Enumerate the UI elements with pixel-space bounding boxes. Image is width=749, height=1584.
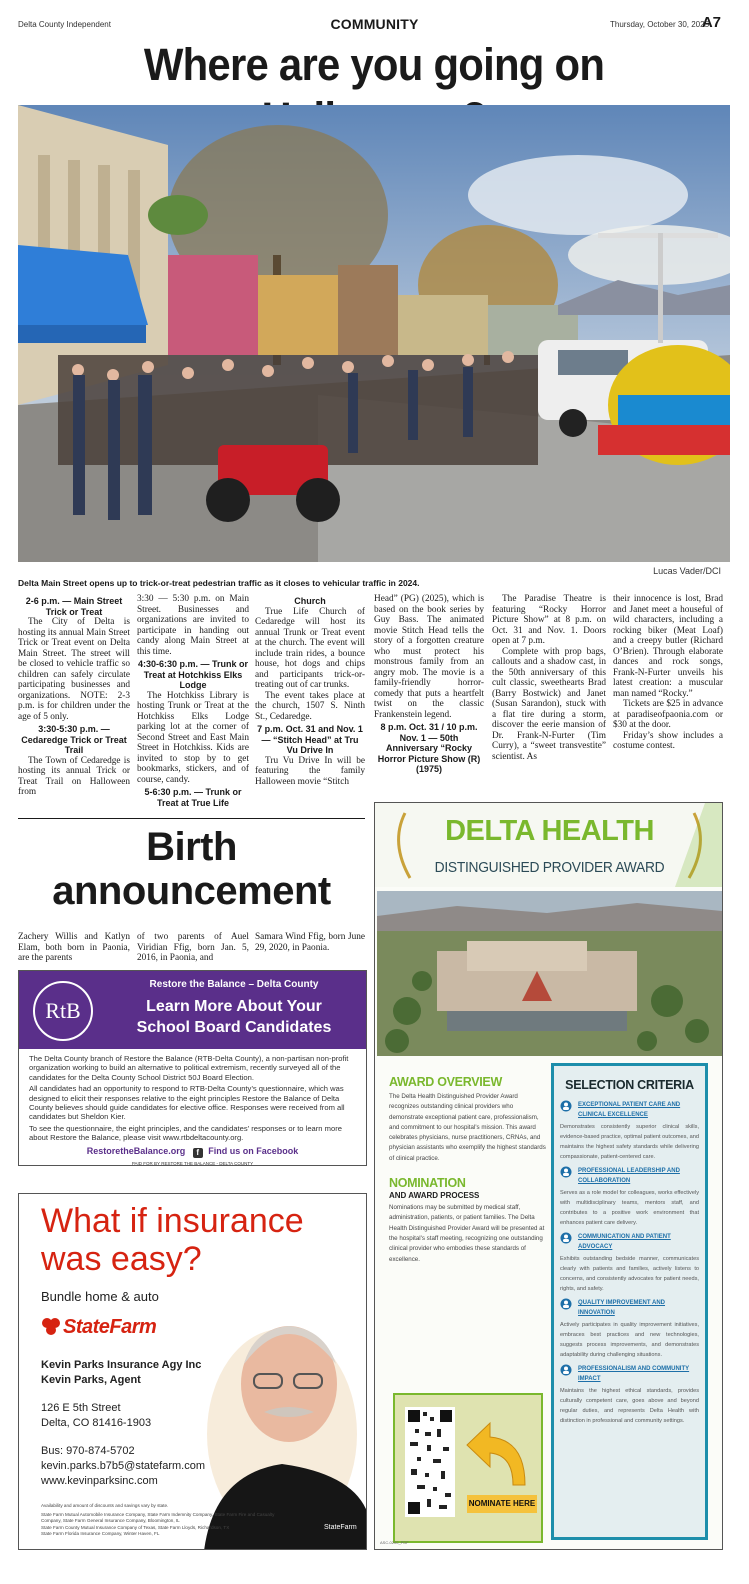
article-column-5	[492, 594, 606, 762]
article-paragraph: True Life Church of Cedaredge will host its annual Trunk or Treat event at the church. The event will include train rides, a bounce house, hot dogs and chips and participants trick-or-treating out of car trunks.	[255, 606, 365, 690]
article-paragraph: The Paradise Theatre is featuring “Rocky Horror Picture Show” at 8 p.m. on Oct. 31 and Nov. 1. Doors open at 7 p.m.	[492, 594, 606, 646]
section-name: COMMUNITY	[330, 16, 419, 32]
criteria-item	[560, 1232, 699, 1294]
rtb-facebook-link[interactable]: Find us on Facebook	[208, 1145, 299, 1156]
birth-column-2: of two parents of Auel Viridian Ffig, born Jan. 5, 2016, in Paonia, and	[137, 932, 249, 963]
event-subhead: 2-6 p.m. — Main Street Trick or Treat	[25, 596, 123, 617]
criteria-item	[560, 1100, 699, 1162]
hospital-aerial-photo	[377, 891, 722, 1056]
criteria-description: Demonstrates consistently superior clinical skills, evidence-based practice, optimal patient outcomes, and maintains the highest safety standards while delivering compassionate, patient-centered care.	[560, 1124, 699, 1160]
state-farm-ad	[18, 1193, 367, 1550]
criteria-description: Exhibits outstanding bedside manner, communicates clearly with patients and families, actively listens to concerns, and consistently advocates for patient needs, rights, and safety.	[560, 1256, 699, 1292]
ad-code: ASC-0200_PDF	[380, 1540, 409, 1545]
agency-name: Kevin Parks Insurance Agy Inc	[41, 1359, 202, 1371]
rtb-kicker: Restore the Balance – Delta County	[149, 979, 319, 990]
rtb-headline-line2: School Board Candidates	[136, 1019, 332, 1036]
statefarm-headline	[41, 1202, 361, 1278]
article-column-2	[137, 594, 249, 808]
statefarm-tagline: Bundle home & auto	[41, 1289, 159, 1304]
agency-block	[41, 1358, 201, 1388]
criteria-title: QUALITY IMPROVEMENT AND INNOVATION	[578, 1300, 666, 1316]
event-subhead: 8 p.m. Oct. 31 / 10 p.m. Nov. 1 — 50th Anniversary “Rocky Horror Picture Show (R) (1975)	[377, 722, 481, 774]
birth-column-3: Samara Wind Ffig, born June 29, 2020, in Paonia.	[255, 932, 365, 953]
event-subhead: 5-6:30 p.m. — Trunk or Treat at True Life	[144, 787, 242, 808]
article-paragraph: The City of Delta is hosting its annual Main Street Trick or Treat event on Delta Main Street. The street will be closed to vehicle traffic so children can safely circulate participating businesses and organizations. NOTE: 2-3 p.m. is for children under the age of 5 only.	[18, 617, 130, 722]
arrow-icon	[465, 1415, 535, 1490]
rtb-links	[19, 1146, 366, 1158]
photo-credit: Lucas Vader/DCI	[653, 566, 721, 576]
article-paragraph: Friday’s show includes a costume contest.	[613, 730, 723, 751]
fine-print-line: State Farm County Mutual Insurance Company of Texas, State Farm Lloyds, Richardson, TX	[41, 1524, 230, 1530]
dh-banner	[375, 803, 723, 887]
article-paragraph: Tru Vu Drive In will be featuring the family Halloween movie “Stitch	[255, 755, 365, 787]
criteria-title: PROFESSIONALISM AND COMMUNITY IMPACT	[578, 1366, 690, 1382]
event-subhead: 3:30-5:30 p.m. — Cedaredge Trick or Treat Trail	[21, 724, 127, 755]
main-street-photo	[18, 105, 730, 562]
newspaper-name: Delta County Independent	[18, 20, 111, 29]
statefarm-wordmark: StateFarm	[63, 1316, 157, 1338]
birth-column-1: Zachery Willis and Katlyn Elam, both born in Paonia, are the parents	[18, 932, 130, 963]
rtb-website-link[interactable]: RestoretheBalance.org	[86, 1145, 186, 1156]
article-paragraph: Tickets are $25 in advance at paradiseofpaonia.com or $30 at the door.	[613, 699, 723, 730]
rtb-paragraph: The Delta County branch of Restore the Balance (RTB-Delta County), a non-partisan non-profit organization working to build an alternative to political extremism, recently surveyed all of the candidates for the Delta County School District 50J Board Election.	[29, 1054, 349, 1082]
article-paragraph: Complete with prop bags, callouts and a shadow cast, in the 50th anniversary of this cult classic, sweethearts Brad (Barry Bostwick) and Janet (Susan Sarandon), stuck with a flat tire during a storm, discover the eerie mansion of Dr. Frank-N-Furter (Tim Curry), a “sweet transvestite” scientist. As	[492, 646, 606, 762]
article-column-4	[374, 594, 484, 775]
article-column-3	[255, 594, 365, 787]
rtb-headline	[109, 996, 359, 1038]
criteria-title: EXCEPTIONAL PATIENT CARE AND CLINICAL EXCELLENCE	[578, 1102, 681, 1118]
criteria-description: Serves as a role model for colleagues, works effectively with multidisciplinary teams, mentors staff, and contributes to a positive work environment that enhances patient care delivery.	[560, 1190, 699, 1226]
birth-title-line2: announcement	[52, 869, 331, 913]
criteria-item	[560, 1364, 699, 1426]
event-subhead: Church	[294, 596, 326, 606]
statefarm-fine-print	[41, 1503, 281, 1538]
agency-phone[interactable]: Bus: 970-874-5702	[41, 1445, 135, 1457]
birth-announcement-title	[18, 825, 365, 913]
criteria-title: PROFESSIONAL LEADERSHIP AND COLLABORATION	[578, 1168, 680, 1184]
agency-email[interactable]: kevin.parks.b7b5@statefarm.com	[41, 1460, 206, 1472]
statefarm-headline-line1: What if insurance	[41, 1202, 304, 1240]
agent-name: Kevin Parks, Agent	[41, 1374, 141, 1386]
street-scene-illustration	[18, 105, 730, 562]
article-column-6	[613, 594, 723, 752]
rtb-banner	[19, 971, 366, 1049]
headline: Where are you going on	[143, 39, 605, 90]
shirt-logo: StateFarm	[324, 1524, 357, 1531]
nomination-text: Nominations may be submitted by medical staff, administration, patients, or patient families. The Delta Health Distinguished Provider Award will be presented at the hospital's staff meeting, recognizing one outstanding clinical provider who embodies these standards of excellence.	[389, 1204, 545, 1263]
birth-title-line1: Birth	[146, 825, 237, 869]
award-overview-heading: AWARD OVERVIEW	[389, 1075, 502, 1089]
criteria-list	[560, 1100, 699, 1426]
article-paragraph: The Hotchkiss Library is hosting Trunk or Treat at the Hotchkiss Elks Lodge parking lot at the corner of Second Street and East Main Street in Hotchkiss. Kids are invited to stop by to get bookmarks, stickers, and of course, candy.	[137, 690, 249, 785]
photo-caption: Delta Main Street opens up to trick-or-treat pedestrian traffic as it closes to vehicular traffic in 2024.	[18, 578, 420, 588]
dh-title: DELTA HEALTH	[445, 815, 654, 847]
restore-the-balance-ad	[18, 970, 367, 1166]
criteria-title: COMMUNICATION AND PATIENT ADVOCACY	[578, 1234, 671, 1250]
rtb-body	[19, 1049, 366, 1143]
event-subhead: 7 p.m. Oct. 31 and Nov. 1 — “Stitch Head” at Tru Vu Drive In	[257, 724, 363, 755]
three-ovals-icon	[41, 1317, 61, 1335]
address-line: 126 E 5th Street	[41, 1402, 121, 1414]
rtb-paragraph: All candidates had an opportunity to respond to RTB-Delta County’s questionnaire, which was designed to elicit their responses relative to the eight principles Restore the Balance of Delta County believes should guide candidates for elective office. Responses were received from all candidates but Sheldon Kier.	[29, 1084, 345, 1122]
delta-health-ad	[374, 802, 723, 1550]
selection-criteria-title: SELECTION CRITERIA	[565, 1078, 694, 1092]
people-icon	[560, 1364, 572, 1376]
stethoscope-icon	[560, 1100, 572, 1112]
article-paragraph: 3:30 — 5:30 p.m. on Main Street. Businesses and organizations are invited to participate in handing out candy along Main Street at this time.	[137, 594, 249, 657]
fine-print-line: Availability and amount of discounts and savings vary by state.	[41, 1503, 169, 1508]
facebook-icon: f	[193, 1148, 203, 1158]
fine-print-line: State Farm Florida Insurance Company, Winter Haven, FL	[41, 1531, 160, 1537]
leadership-icon	[560, 1166, 572, 1178]
issue-date: Thursday, October 30, 2025	[610, 20, 710, 29]
criteria-item	[560, 1298, 699, 1360]
statefarm-logo	[41, 1316, 156, 1339]
page-number: A7	[701, 14, 721, 31]
address-line: Delta, CO 81416-1903	[41, 1417, 152, 1429]
criteria-description: Actively participates in quality improvement initiatives, embraces best practices and new technologies, suggests process improvements, and demonstrates adaptability during challenging situations.	[560, 1322, 699, 1358]
fine-print-line: State Farm Mutual Automobile Insurance Company, State Farm Indemnity Company, State Farm Fire and Casualty Company, State Farm General Insurance Company, Bloomington, IL	[41, 1511, 275, 1524]
nomination-heading: NOMINATION	[389, 1176, 466, 1191]
nomination-subheading: AND AWARD PROCESS	[389, 1191, 480, 1201]
dh-left-column	[389, 1075, 549, 1265]
nominate-here-button[interactable]: NOMINATE HERE	[467, 1495, 537, 1513]
agency-website[interactable]: www.kevinparksinc.com	[41, 1475, 158, 1487]
agency-contact	[41, 1444, 205, 1489]
criteria-item	[560, 1166, 699, 1228]
dh-subtitle: DISTINGUISHED PROVIDER AWARD	[434, 859, 665, 876]
event-subhead: 4:30-6:30 p.m. — Trunk or Treat at Hotchkiss Elks Lodge	[137, 659, 249, 690]
communication-icon	[560, 1232, 572, 1244]
article-paragraph: Head” (PG) (2025), which is based on the book series by Guy Bass. The animated movie Stitch Head tells the story of a forgotten creature who must protect his monstrous family from an angry mob. The movie is a family-friendly horror-comedy that puts a heartfelt twist on the classic Frankenstein legend.	[374, 594, 484, 720]
nomination-qr-panel[interactable]	[393, 1393, 543, 1543]
rtb-headline-line1: Learn More About Your	[146, 998, 322, 1015]
article-paragraph: The event takes place at the church, 1507 S. Ninth St., Cedaredge.	[255, 690, 365, 722]
award-overview-text: The Delta Health Distinguished Provider Award recognizes outstanding clinical providers who demonstrate exceptional patient care, professionalism, and commitment to our hospital's mission. This award celebrates physicians, nurse practitioners, CRNAs, and physician assistants who exemplify the highest standards of clinical practice.	[389, 1093, 546, 1162]
statefarm-headline-line2: was easy?	[41, 1240, 202, 1278]
lightbulb-icon	[560, 1298, 572, 1310]
rtb-logo: RtB	[33, 981, 93, 1041]
agency-address	[41, 1401, 151, 1431]
article-column-1	[18, 594, 130, 798]
rtb-paragraph: To see the questionnaire, the eight principles, and the candidates’ responses or to learn more about Restore the Balance, please visit www.rtbdeltacounty.org.	[29, 1123, 342, 1143]
selection-criteria-panel	[551, 1063, 708, 1540]
criteria-description: Maintains the highest ethical standards, provides culturally competent care, goes above and beyond regular duties, and represents Delta Health with distinction in professional and community settings.	[560, 1388, 699, 1424]
article-paragraph: their innocence is lost, Brad and Janet meet a houseful of wild characters, including a rocking biker (Meat Loaf) and a creepy butler (Richard O’Brien). Through elaborate dances and rock songs, Frank-N-Furter unveils his latest creation: a muscular man named “Rocky.”	[613, 594, 723, 699]
qr-code[interactable]	[405, 1407, 455, 1517]
article-paragraph: The Town of Cedaredge is hosting its annual Trick or Treat Trail on Halloween from	[18, 755, 130, 797]
section-divider	[18, 818, 365, 819]
rtb-paid-notice: PAID FOR BY RESTORE THE BALANCE - DELTA COUNTY	[131, 1160, 254, 1166]
